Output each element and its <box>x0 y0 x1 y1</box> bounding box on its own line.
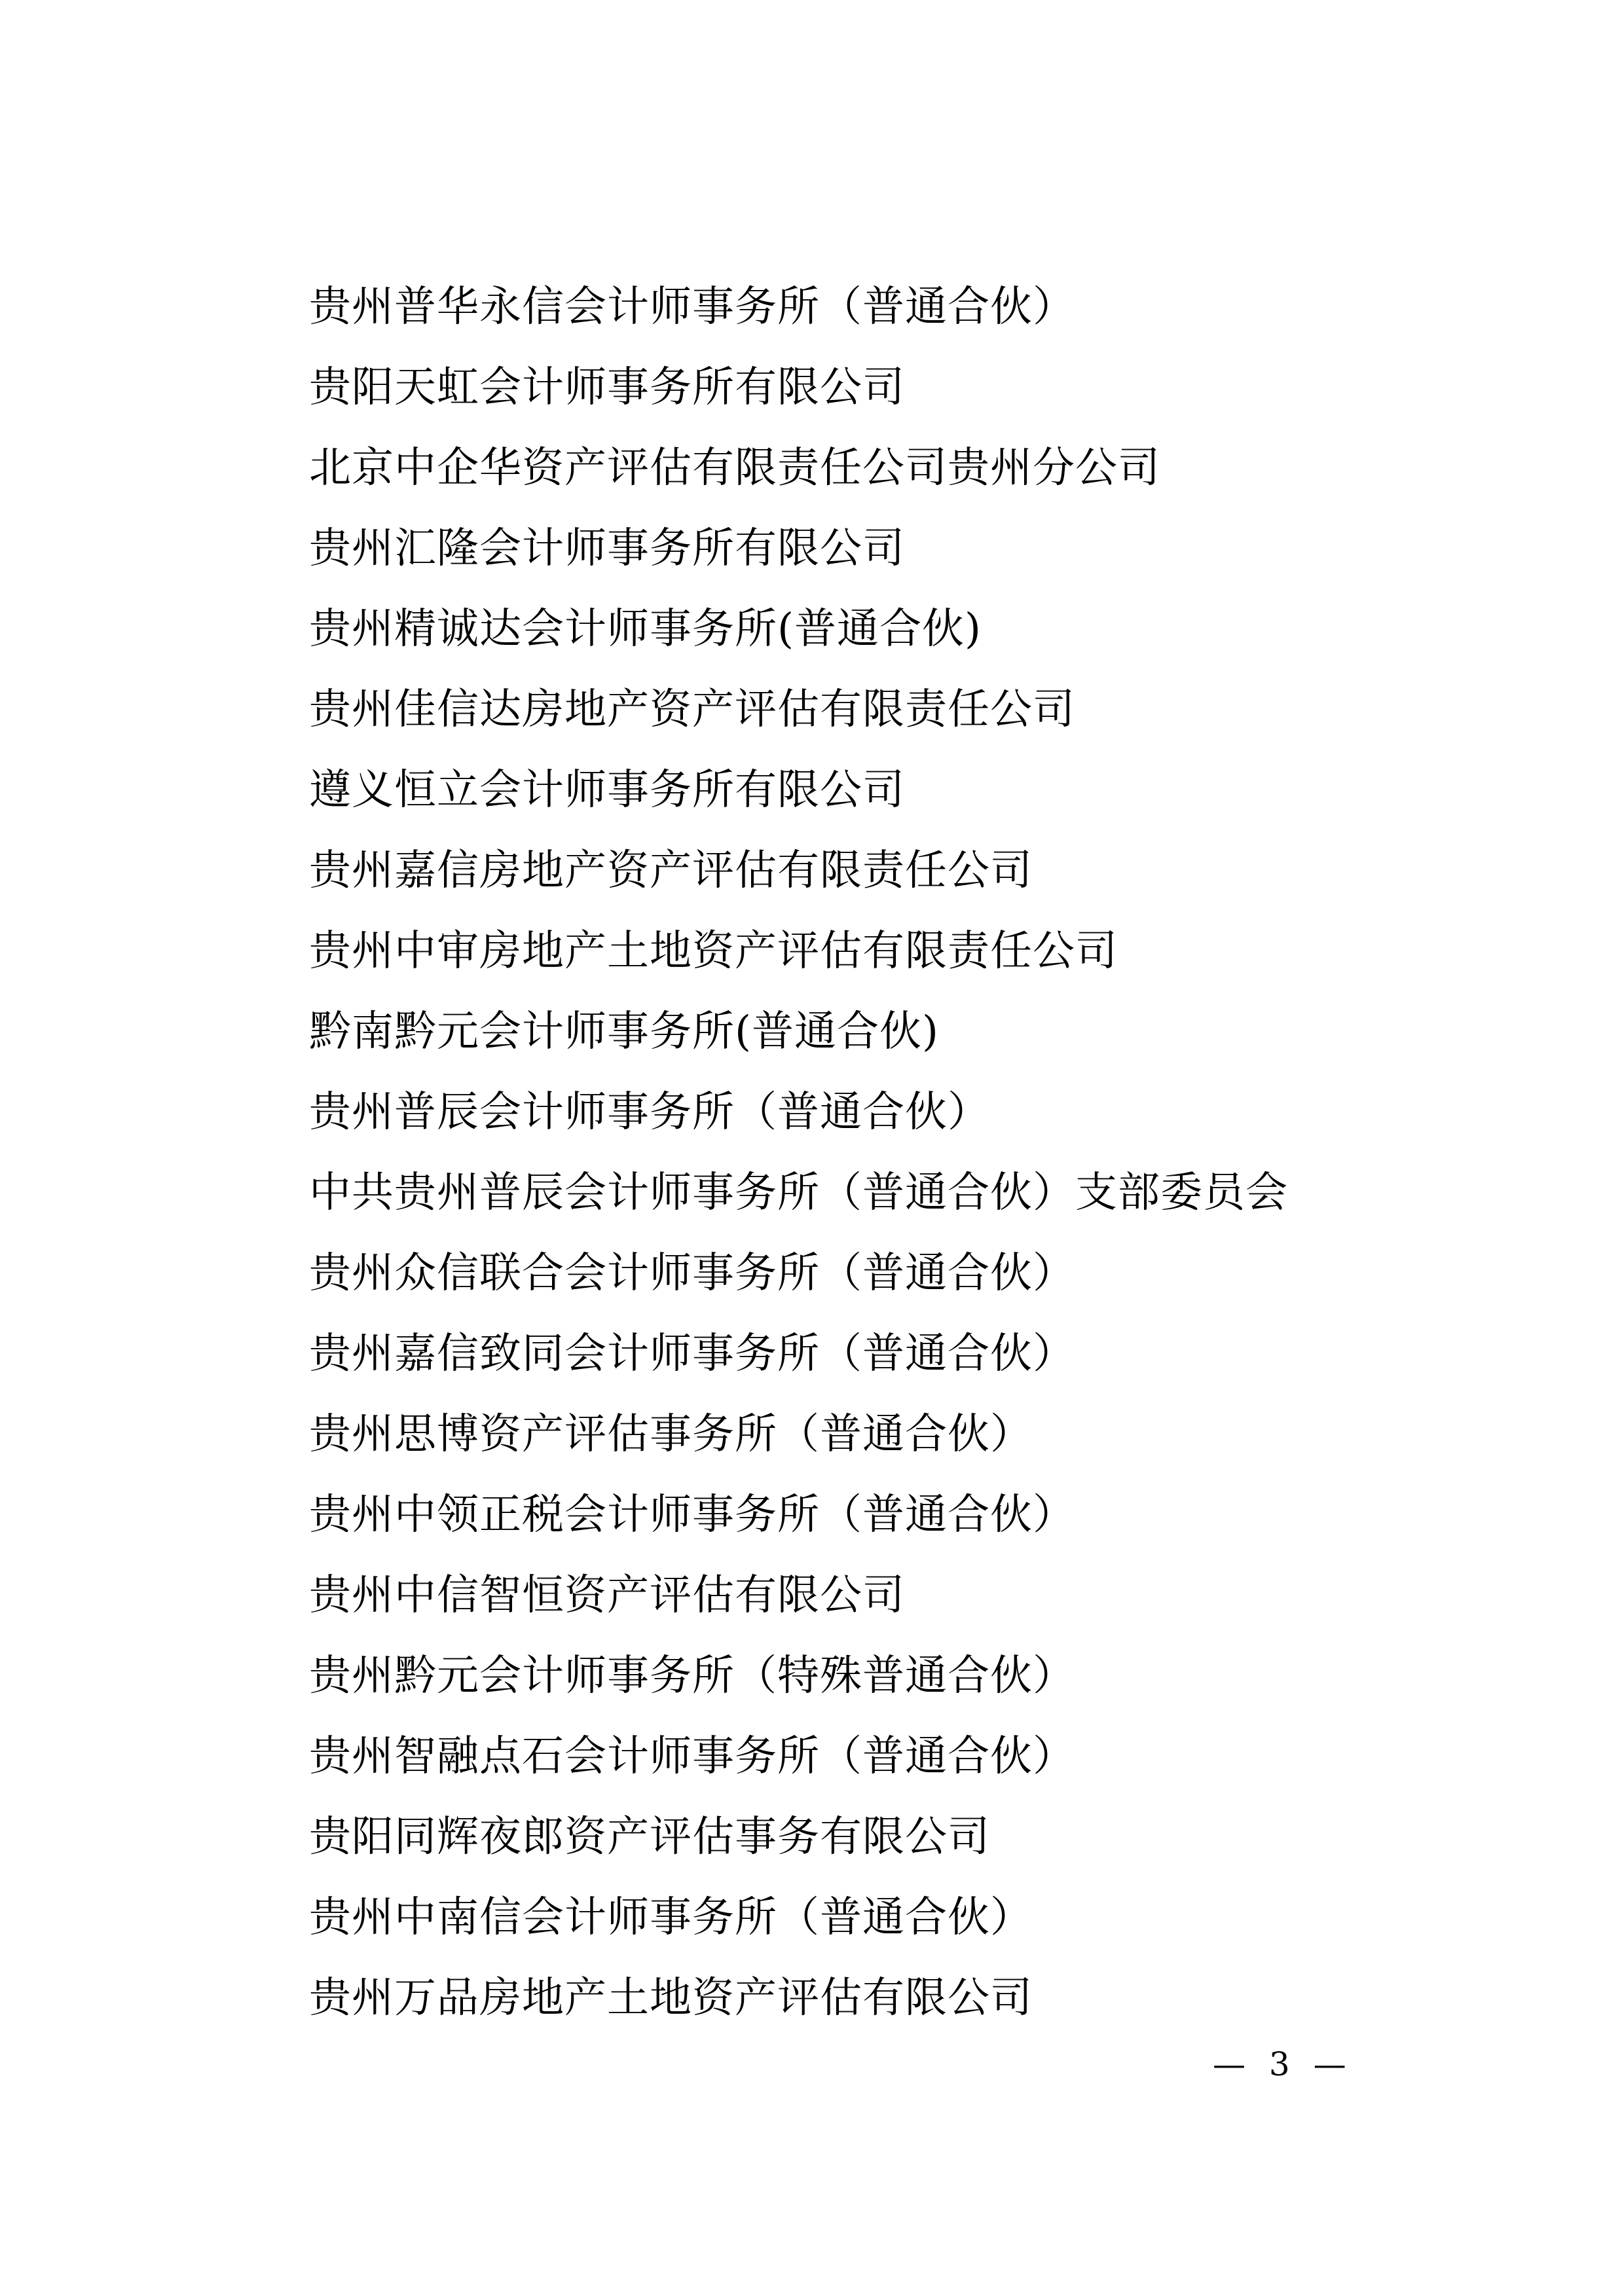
company-list-item: 贵州众信联合会计师事务所（普通合伙） <box>309 1249 1075 1298</box>
company-list-item: 贵州嘉信致同会计师事务所（普通合伙） <box>309 1330 1075 1378</box>
company-list-item: 贵州万品房地产土地资产评估有限公司 <box>309 1974 1033 2022</box>
company-list-item: 遵义恒立会计师事务所有限公司 <box>309 766 905 814</box>
company-list-item: 贵州思博资产评估事务所（普通合伙） <box>309 1410 1033 1459</box>
company-list-item: 贵州精诚达会计师事务所(普通合伙) <box>309 605 982 653</box>
company-list-item: 贵阳同辉夜郎资产评估事务有限公司 <box>309 1813 990 1861</box>
page-number: — 3 — <box>1213 2045 1353 2083</box>
company-list-item: 贵州普辰会计师事务所（普通合伙） <box>309 1088 990 1137</box>
company-list-item: 黔南黔元会计师事务所(普通合伙) <box>309 1008 939 1056</box>
company-list-item: 贵州嘉信房地产资产评估有限责任公司 <box>309 847 1033 895</box>
company-list-item: 贵州中领正税会计师事务所（普通合伙） <box>309 1491 1075 1539</box>
company-list-item: 北京中企华资产评估有限责任公司贵州分公司 <box>309 444 1160 492</box>
company-list-item: 贵州中审房地产土地资产评估有限责任公司 <box>309 927 1118 975</box>
company-list-item: 贵州普华永信会计师事务所（普通合伙） <box>309 283 1075 331</box>
company-list <box>309 267 1493 2039</box>
company-list-item: 贵州佳信达房地产资产评估有限责任公司 <box>309 685 1075 734</box>
company-list-item: 贵阳天虹会计师事务所有限公司 <box>309 363 905 412</box>
company-list-item: 贵州汇隆会计师事务所有限公司 <box>309 524 905 573</box>
company-list-item: 贵州中南信会计师事务所（普通合伙） <box>309 1893 1033 1942</box>
company-list-item: 中共贵州普辰会计师事务所（普通合伙）支部委员会 <box>309 1169 1288 1217</box>
company-list-item: 贵州智融点石会计师事务所（普通合伙） <box>309 1732 1075 1781</box>
company-list-item: 贵州中信智恒资产评估有限公司 <box>309 1571 905 1620</box>
company-list-item: 贵州黔元会计师事务所（特殊普通合伙） <box>309 1652 1075 1700</box>
